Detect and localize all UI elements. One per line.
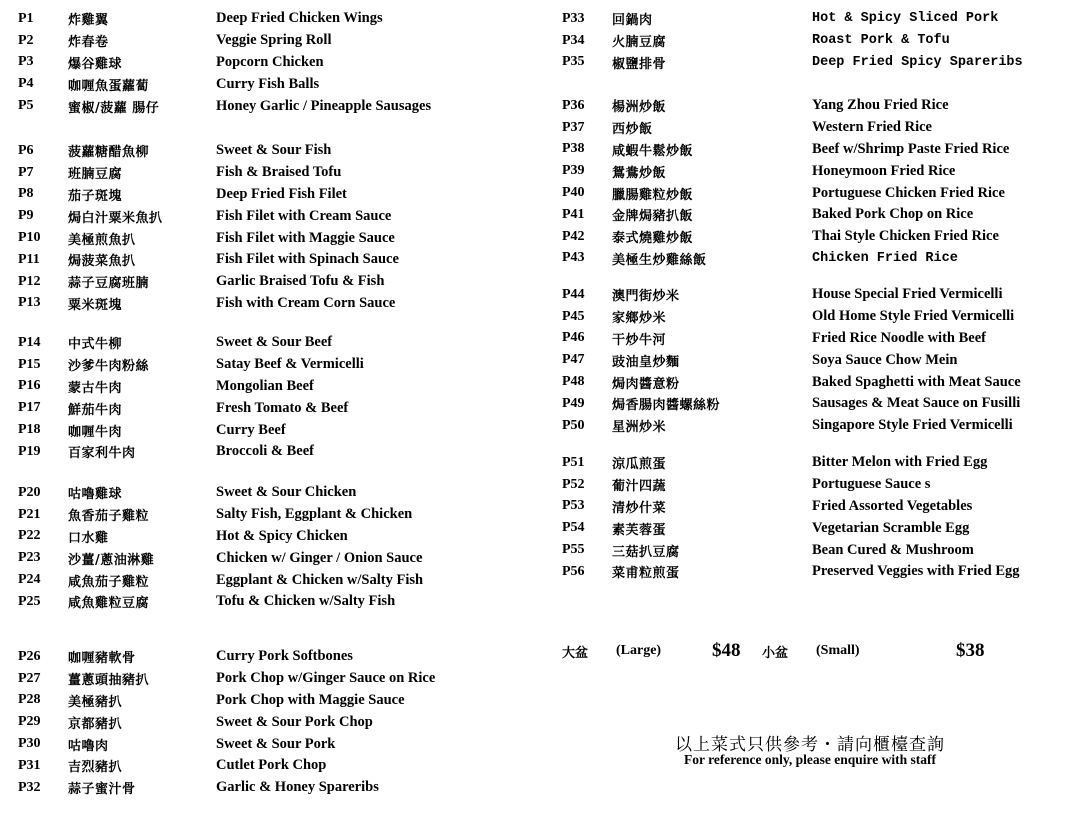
item-code: P42 [562, 228, 585, 244]
item-name-chinese: 吉烈豬扒 [68, 760, 123, 776]
item-name-english: Pork Chop with Maggie Sauce [216, 691, 405, 708]
item-name-english: Honey Garlic / Pineapple Sausages [216, 97, 432, 114]
menu-item [18, 482, 518, 504]
item-code: P20 [18, 484, 41, 500]
item-name-chinese: 焗肉醬意粉 [612, 376, 680, 392]
menu-item [18, 397, 518, 419]
item-name-chinese: 楊洲炒飯 [612, 100, 667, 116]
item-code: P27 [18, 670, 41, 686]
item-name-chinese: 美極煎魚扒 [68, 232, 136, 248]
item-name-english: Hot & Spicy Sliced Pork [812, 11, 999, 27]
item-code: P6 [18, 142, 34, 158]
menu-item [562, 474, 1067, 496]
menu-item [562, 539, 1067, 561]
item-code: P8 [18, 186, 34, 202]
item-name-english: Yang Zhou Fried Rice [812, 97, 949, 114]
item-code: P26 [18, 648, 41, 664]
item-name-english: Old Home Style Fried Vermicelli [812, 308, 1015, 325]
large-price: $48 [712, 640, 741, 661]
item-name-english: Honeymoon Fried Rice [812, 162, 956, 179]
menu-item [18, 668, 518, 690]
item-code: P24 [18, 572, 41, 588]
item-code: P56 [562, 563, 585, 579]
item-name-english: Pork Chop w/Ginger Sauce on Rice [216, 670, 436, 687]
item-name-chinese: 炸春卷 [68, 35, 109, 51]
item-name-chinese: 沙薑/蔥油淋雞 [68, 552, 155, 568]
item-name-chinese: 蒜子豆腐班腩 [68, 276, 150, 292]
menu-item [18, 73, 518, 95]
item-name-english: Chicken Fried Rice [812, 250, 958, 266]
menu-item [562, 160, 1067, 182]
menu-item [18, 646, 518, 668]
menu-item [562, 371, 1067, 393]
item-name-english: Preserved Veggies with Fried Egg [812, 563, 1020, 580]
menu-item [18, 591, 518, 613]
item-name-english: Chicken w/ Ginger / Onion Sauce [216, 549, 423, 566]
item-name-english: Sweet & Sour Chicken [216, 484, 357, 501]
menu-item [18, 569, 518, 591]
menu-group [18, 482, 518, 613]
menu-item [562, 517, 1067, 539]
item-code: P53 [562, 498, 585, 514]
item-name-chinese: 金牌焗豬扒飯 [612, 209, 694, 225]
item-name-chinese: 焗白汁粟米魚扒 [68, 210, 163, 226]
item-name-english: Fresh Tomato & Beef [216, 399, 349, 416]
item-code: P31 [18, 757, 41, 773]
item-name-english: Satay Beef & Vermicelli [216, 356, 364, 373]
item-name-chinese: 薑蔥頭抽豬扒 [68, 673, 150, 689]
item-name-english: Soya Sauce Chow Mein [812, 351, 958, 368]
menu-group [562, 95, 1067, 269]
menu-item [18, 52, 518, 74]
item-code: P23 [18, 550, 41, 566]
small-size-label: (Small) [816, 643, 860, 658]
menu-item [18, 547, 518, 569]
small-price: $38 [956, 640, 985, 661]
menu-item [562, 182, 1067, 204]
item-name-english: Beef w/Shrimp Paste Fried Rice [812, 140, 1010, 157]
menu-item [562, 415, 1067, 437]
item-code: P22 [18, 528, 41, 544]
item-code: P36 [562, 97, 585, 113]
item-name-chinese: 咕嚕肉 [68, 738, 109, 754]
item-code: P18 [18, 422, 41, 438]
item-code: P16 [18, 378, 41, 394]
item-code: P47 [562, 352, 585, 368]
menu-group [18, 646, 518, 799]
item-code: P35 [562, 54, 585, 70]
item-code: P2 [18, 32, 34, 48]
item-name-chinese: 百家利牛肉 [68, 446, 136, 462]
menu-item [18, 711, 518, 733]
item-code: P1 [18, 10, 34, 26]
item-name-chinese: 班腩豆腐 [68, 167, 123, 183]
item-name-english: Roast Pork & Tofu [812, 33, 950, 49]
item-name-chinese: 焗菠菜魚扒 [68, 254, 136, 270]
item-name-chinese: 三菇扒豆腐 [612, 544, 680, 560]
menu-item [562, 349, 1067, 371]
item-name-english: Sweet & Sour Pork Chop [216, 713, 373, 730]
item-name-english: Deep Fried Fish Filet [216, 185, 347, 202]
menu-group [562, 284, 1067, 437]
menu-item [18, 8, 518, 30]
item-code: P12 [18, 273, 41, 289]
item-name-chinese: 爆谷雞球 [68, 56, 123, 72]
item-name-chinese: 焗香腸肉醬螺絲粉 [612, 398, 721, 414]
item-name-english: Curry Beef [216, 421, 286, 438]
item-name-chinese: 家鄉炒米 [612, 311, 667, 327]
item-name-chinese: 菠蘿糖醋魚柳 [68, 145, 150, 161]
item-name-chinese: 澳門街炒米 [612, 289, 680, 305]
menu-item [18, 690, 518, 712]
item-name-chinese: 咖喱牛肉 [68, 424, 123, 440]
menu-item [18, 419, 518, 441]
item-name-english: Sweet & Sour Beef [216, 334, 333, 351]
item-code: P15 [18, 356, 41, 372]
item-name-chinese: 茄子斑塊 [68, 188, 123, 204]
item-code: P54 [562, 520, 585, 536]
item-code: P40 [562, 185, 585, 201]
menu-item [562, 284, 1067, 306]
menu-item [562, 139, 1067, 161]
menu-item [562, 452, 1067, 474]
item-code: P19 [18, 443, 41, 459]
item-code: P37 [562, 119, 585, 135]
item-code: P43 [562, 250, 585, 266]
item-name-chinese: 葡汁四蔬 [612, 479, 667, 495]
menu-item [562, 328, 1067, 350]
item-name-english: Popcorn Chicken [216, 53, 324, 70]
item-name-english: Fish Filet with Cream Sauce [216, 207, 392, 224]
item-name-chinese: 魚香茄子雞粒 [68, 509, 150, 525]
item-name-english: Tofu & Chicken w/Salty Fish [216, 593, 396, 610]
menu-item [562, 52, 1067, 74]
item-code: P38 [562, 141, 585, 157]
item-name-english: Fried Assorted Vegetables [812, 497, 973, 514]
item-code: P17 [18, 400, 41, 416]
item-name-english: House Special Fried Vermicelli [812, 286, 1003, 303]
large-size-chinese: 大盆 [562, 645, 589, 661]
item-name-english: Hot & Spicy Chicken [216, 527, 348, 544]
item-name-chinese: 咸魚雞粒豆腐 [68, 596, 150, 612]
reference-note-english: For reference only, please enquire with staff [683, 752, 937, 767]
large-size-label: (Large) [616, 643, 662, 658]
item-code: P11 [18, 251, 40, 267]
item-name-chinese: 鴛鴦炒飯 [612, 165, 667, 181]
item-name-chinese: 鮮茄牛肉 [68, 402, 123, 418]
small-size-chinese: 小盆 [762, 645, 789, 661]
price-line [562, 640, 1067, 662]
item-name-english: Deep Fried Chicken Wings [216, 10, 383, 27]
menu-item [18, 184, 518, 206]
item-code: P45 [562, 308, 585, 324]
item-name-english: Curry Pork Softbones [216, 648, 353, 665]
item-name-english: Vegetarian Scramble Egg [812, 519, 970, 536]
item-name-english: Curry Fish Balls [216, 75, 320, 92]
item-name-chinese: 炸雞翼 [68, 13, 109, 29]
item-code: P50 [562, 417, 585, 433]
menu-item [18, 504, 518, 526]
item-code: P30 [18, 736, 41, 752]
item-name-chinese: 豉油皇炒麵 [612, 354, 680, 370]
item-name-chinese: 京都豬扒 [68, 716, 123, 732]
menu-item [562, 226, 1067, 248]
item-name-english: Baked Pork Chop on Rice [812, 206, 974, 223]
item-name-chinese: 蜜椒/菠蘿 腸仔 [68, 100, 160, 116]
item-name-chinese: 清炒什菜 [612, 500, 667, 516]
item-code: P25 [18, 593, 41, 609]
item-name-english: Fish with Cream Corn Sauce [216, 294, 396, 311]
item-code: P41 [562, 206, 585, 222]
item-name-chinese: 咖喱魚蛋蘿蔔 [68, 78, 150, 94]
reference-note-chinese: 以上菜式只供參考・請向櫃檯查詢 [675, 735, 945, 755]
item-code: P21 [18, 506, 41, 522]
item-name-chinese: 涼瓜煎蛋 [612, 457, 667, 473]
item-name-english: Mongolian Beef [216, 377, 314, 394]
item-code: P39 [562, 163, 585, 179]
menu-item [18, 205, 518, 227]
item-code: P49 [562, 395, 585, 411]
item-name-english: Baked Spaghetti with Meat Sauce [812, 373, 1021, 390]
menu-item [18, 354, 518, 376]
item-name-english: Portuguese Sauce s [812, 476, 931, 493]
menu-item [18, 332, 518, 354]
item-code: P32 [18, 779, 41, 795]
item-name-chinese: 臘腸雞粒炒飯 [612, 187, 694, 203]
item-name-chinese: 回鍋肉 [612, 13, 653, 29]
item-code: P34 [562, 32, 585, 48]
item-name-english: Eggplant & Chicken w/Salty Fish [216, 571, 424, 588]
menu-item [18, 271, 518, 293]
item-name-chinese: 菜甫粒煎蛋 [612, 566, 680, 582]
menu-item [18, 755, 518, 777]
menu-item [18, 95, 518, 117]
item-code: P4 [18, 76, 34, 92]
item-name-english: Cutlet Pork Chop [216, 757, 327, 774]
item-name-english: Singapore Style Fried Vermicelli [812, 417, 1013, 434]
item-name-chinese: 粟米斑塊 [68, 297, 123, 313]
menu-item [18, 249, 518, 271]
menu-item [562, 117, 1067, 139]
menu-item [562, 496, 1067, 518]
item-code: P3 [18, 54, 34, 70]
item-name-english: Sausages & Meat Sauce on Fusilli [812, 395, 1021, 412]
item-name-english: Sweet & Sour Fish [216, 142, 332, 159]
menu-item [562, 248, 1067, 270]
item-name-english: Broccoli & Beef [216, 443, 314, 460]
item-code: P5 [18, 98, 34, 114]
menu-item [18, 293, 518, 315]
item-code: P33 [562, 10, 585, 26]
item-name-english: Portuguese Chicken Fried Rice [812, 184, 1005, 201]
item-name-english: Western Fried Rice [812, 119, 932, 136]
menu-item [18, 227, 518, 249]
item-name-chinese: 泰式燒雞炒飯 [612, 231, 694, 247]
item-name-english: Fried Rice Noodle with Beef [812, 329, 986, 346]
item-name-chinese: 椒鹽排骨 [612, 56, 667, 72]
item-name-english: Bean Cured & Mushroom [812, 541, 974, 558]
item-name-chinese: 美極豬扒 [68, 694, 123, 710]
item-code: P13 [18, 295, 41, 311]
item-name-chinese: 中式牛柳 [68, 337, 123, 353]
menu-item [562, 306, 1067, 328]
item-name-english: Garlic Braised Tofu & Fish [216, 273, 385, 290]
item-code: P44 [562, 286, 585, 302]
menu-group [18, 332, 518, 463]
item-code: P10 [18, 230, 41, 246]
menu-group [562, 8, 1067, 73]
item-name-chinese: 干炒牛河 [612, 332, 667, 348]
menu-item [18, 376, 518, 398]
item-code: P28 [18, 692, 41, 708]
menu-item [18, 140, 518, 162]
menu-group [562, 452, 1067, 583]
item-name-chinese: 咸魚茄子雞粒 [68, 574, 150, 590]
item-name-chinese: 蒙古牛肉 [68, 380, 123, 396]
item-name-chinese: 素芙蓉蛋 [612, 522, 667, 538]
menu-item [562, 393, 1067, 415]
item-name-chinese: 蒜子蜜汁骨 [68, 782, 136, 798]
item-name-english: Veggie Spring Roll [216, 32, 332, 49]
menu-item [18, 526, 518, 548]
menu-item [18, 733, 518, 755]
item-name-english: Deep Fried Spicy Spareribs [812, 54, 1023, 70]
item-name-chinese: 美極生炒雞絲飯 [612, 252, 707, 268]
item-code: P29 [18, 714, 41, 730]
item-name-english: Fish & Braised Tofu [216, 164, 342, 181]
item-name-chinese: 火腩豆腐 [612, 35, 667, 51]
item-code: P14 [18, 334, 41, 350]
item-name-chinese: 星洲炒米 [612, 420, 667, 436]
item-code: P55 [562, 542, 585, 558]
menu-item [562, 95, 1067, 117]
menu-item [562, 561, 1067, 583]
menu-item [562, 30, 1067, 52]
item-name-english: Fish Filet with Spinach Sauce [216, 251, 399, 268]
item-name-chinese: 口水雞 [68, 530, 109, 546]
menu-item [562, 204, 1067, 226]
item-name-chinese: 西炒飯 [612, 122, 653, 138]
menu-item [562, 8, 1067, 30]
menu-item [18, 30, 518, 52]
item-code: P51 [562, 454, 585, 470]
item-name-chinese: 咖喱豬軟骨 [68, 651, 136, 667]
item-code: P52 [562, 476, 585, 492]
item-code: P9 [18, 208, 34, 224]
item-name-english: Garlic & Honey Spareribs [216, 779, 379, 796]
menu-item [18, 777, 518, 799]
item-name-english: Salty Fish, Eggplant & Chicken [216, 506, 413, 523]
item-name-chinese: 沙爹牛肉粉絲 [68, 359, 150, 375]
menu-item [18, 441, 518, 463]
item-code: P48 [562, 374, 585, 390]
item-name-chinese: 咕嚕雞球 [68, 487, 123, 503]
item-name-english: Sweet & Sour Pork [216, 735, 336, 752]
item-name-english: Thai Style Chicken Fried Rice [812, 228, 999, 245]
menu-group [18, 140, 518, 314]
item-name-english: Bitter Melon with Fried Egg [812, 454, 988, 471]
item-code: P46 [562, 330, 585, 346]
menu-group [18, 8, 518, 117]
menu-item [18, 162, 518, 184]
item-name-english: Fish Filet with Maggie Sauce [216, 229, 395, 246]
item-code: P7 [18, 164, 34, 180]
item-name-chinese: 咸蝦牛鬆炒飯 [612, 143, 694, 159]
